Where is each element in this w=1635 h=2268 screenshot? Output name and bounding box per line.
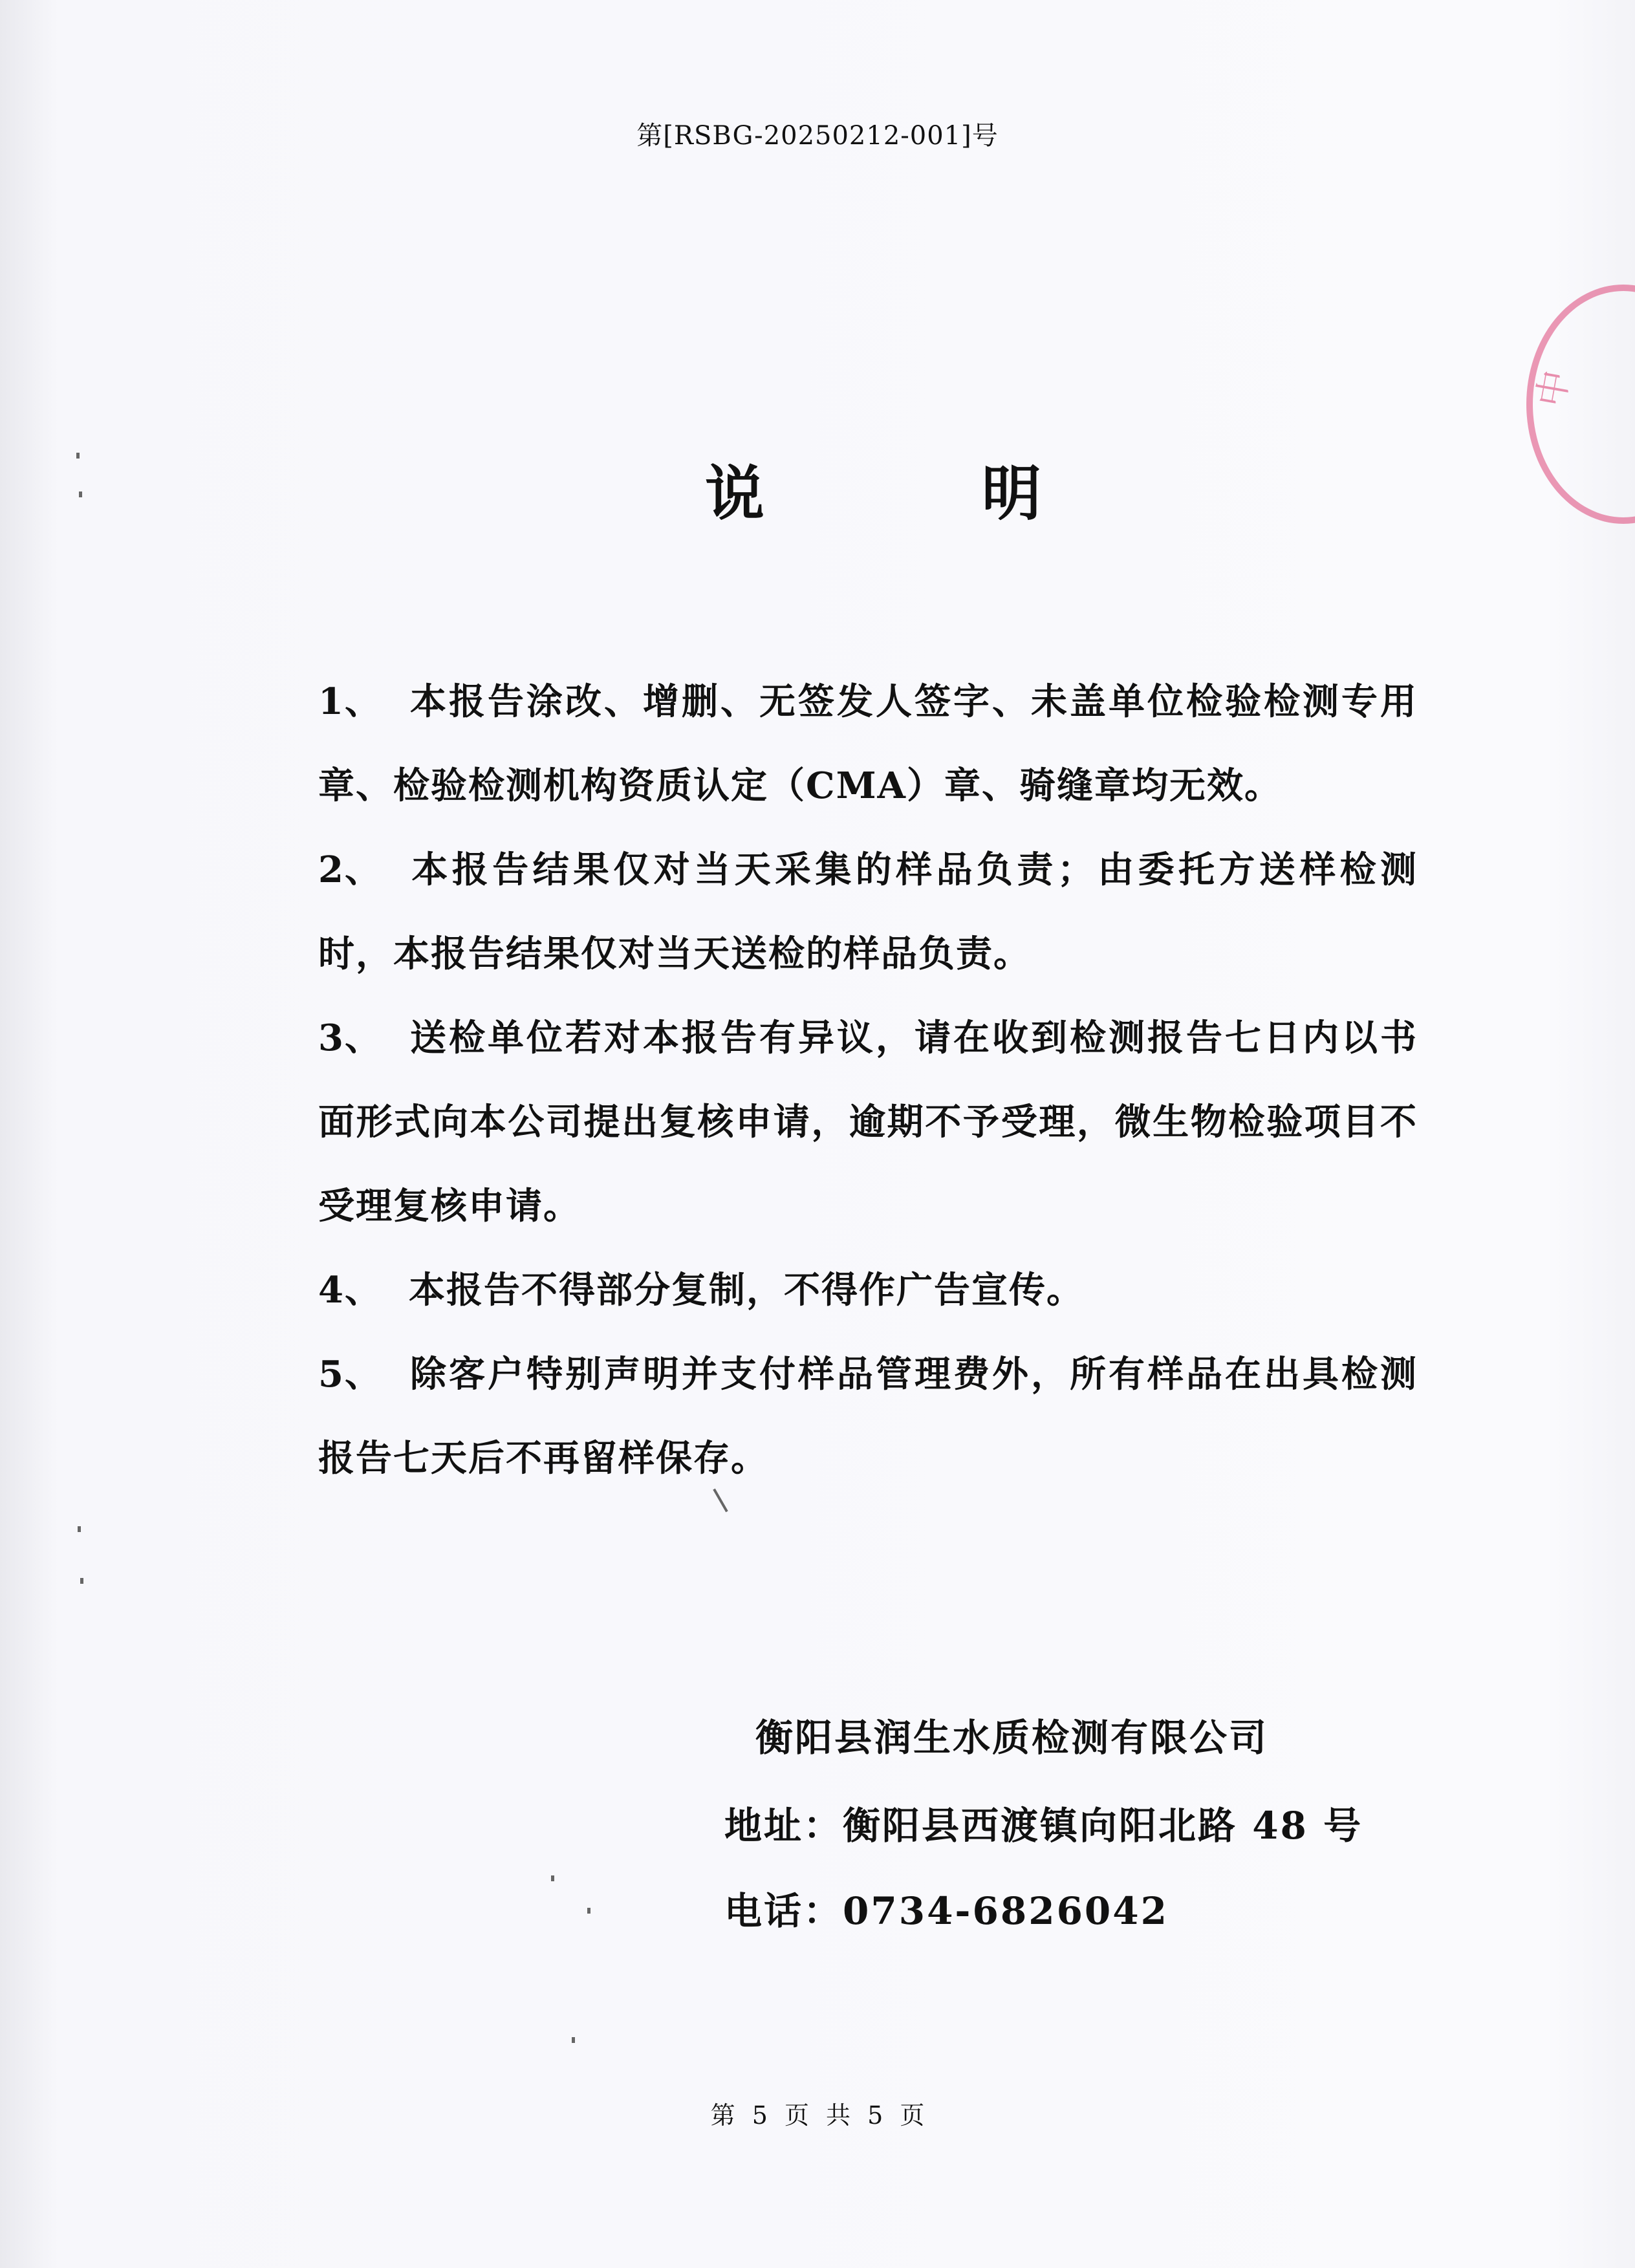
notes-list bbox=[318, 660, 1418, 1500]
scan-speck bbox=[76, 453, 80, 459]
note-number: 5、 bbox=[318, 1353, 382, 1396]
company-address: 地址：衡阳县西渡镇向阳北路 48 号 bbox=[724, 1804, 1363, 1848]
scan-speck bbox=[572, 2037, 575, 2043]
document-number: 第[RSBG-20250212-001]号 bbox=[636, 121, 999, 151]
scan-speck bbox=[78, 1526, 81, 1532]
note-item bbox=[318, 1332, 1418, 1500]
page-title bbox=[705, 446, 1041, 532]
note-number: 2、 bbox=[318, 848, 382, 891]
scan-speck bbox=[551, 1875, 554, 1881]
company-phone: 电话：0734-6826042 bbox=[724, 1889, 1169, 1933]
company-name: 衡阳县润生水质检测有限公司 bbox=[755, 1716, 1269, 1760]
title-char-2: 明 bbox=[981, 459, 1041, 528]
scan-speck bbox=[587, 1908, 590, 1914]
note-text: 本报告结果仅对当天采集的样品负责；由委托方送样检测时，本报告结果仅对当天送检的样品负责。 bbox=[318, 848, 1418, 975]
scan-speck bbox=[80, 1578, 83, 1584]
note-number: 3、 bbox=[318, 1017, 382, 1059]
note-text: 本报告不得部分复制，不得作广告宣传。 bbox=[409, 1269, 1084, 1312]
note-item bbox=[318, 660, 1418, 828]
scan-speck bbox=[79, 491, 82, 497]
seal-text: 中 bbox=[1530, 367, 1578, 410]
note-item bbox=[318, 828, 1418, 996]
note-text: 本报告涂改、增删、无签发人签字、未盖单位检验检测专用章、检验检测机构资质认定（CMA）章、骑缝章均无效。 bbox=[318, 680, 1418, 807]
note-text: 送检单位若对本报告有异议，请在收到检测报告七日内以书面形式向本公司提出复核申请，逾期不予受理，微生物检验项目不受理复核申请。 bbox=[318, 1017, 1418, 1227]
page-footer: 第 5 页 共 5 页 bbox=[710, 2101, 925, 2130]
note-number: 1、 bbox=[318, 680, 382, 723]
title-char-1: 说 bbox=[705, 459, 765, 528]
note-item bbox=[318, 1248, 1418, 1332]
note-number: 4、 bbox=[318, 1269, 382, 1312]
note-text: 除客户特别声明并支付样品管理费外，所有样品在出具检测报告七天后不再留样保存。 bbox=[318, 1353, 1418, 1480]
note-item bbox=[318, 996, 1418, 1248]
